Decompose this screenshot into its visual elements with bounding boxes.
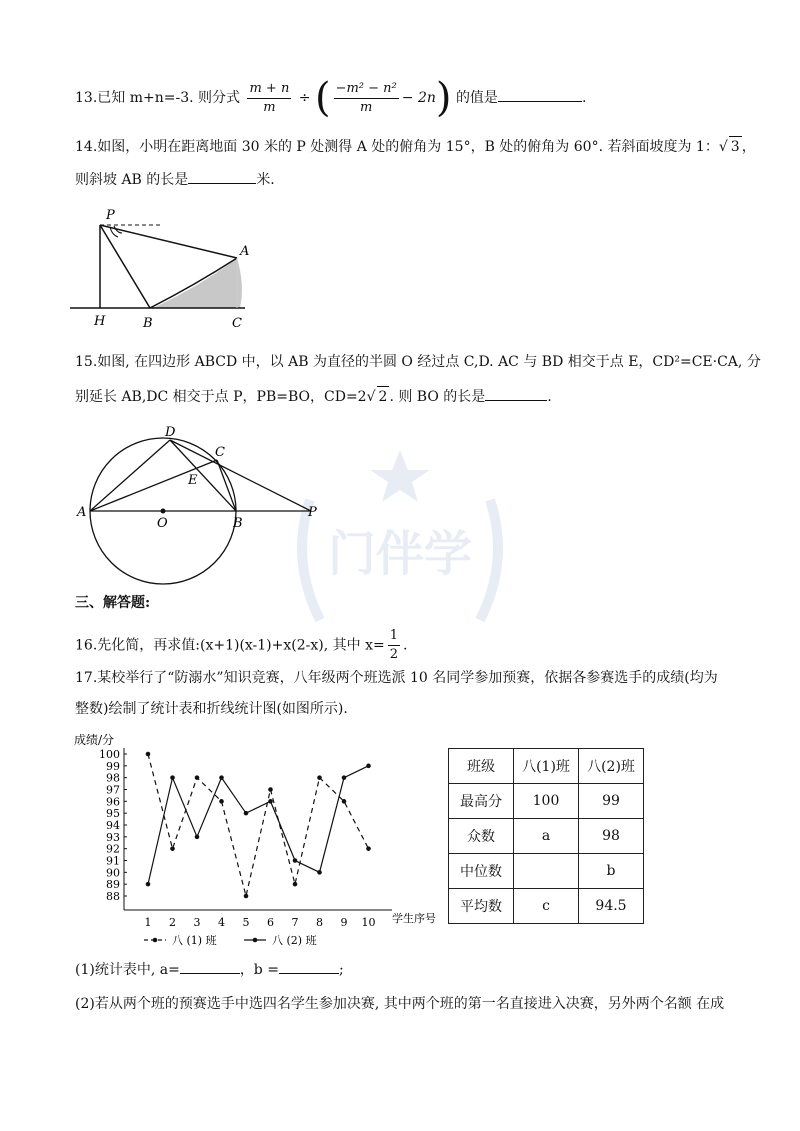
line-BC [217,460,236,511]
data-point [317,870,322,875]
label-C: C [232,316,242,331]
q16-fraction: $\frac{1}{2}$ [389,628,398,662]
answer-blank-14[interactable] [188,183,256,184]
answer-blank-a[interactable] [180,973,240,974]
data-point [219,775,224,780]
y-tick-label: 92 [106,842,120,856]
section-heading: 三、解答题: [75,595,151,611]
y-tick-label: 99 [106,759,120,773]
chart-xlabel: 学生序号 [392,912,436,925]
q13-fraction-2: $\frac{\text{−m² − n²}}{m}$ [335,80,397,115]
answer-blank-b[interactable] [279,973,339,974]
data-point [366,764,371,769]
x-tick-label: 2 [169,916,176,929]
label-A: A [240,244,250,259]
q13-suffix: 的值是 [455,90,498,106]
table-cell: b [579,854,644,889]
x-tick-label: 3 [193,916,201,929]
table-cell: c [514,889,579,924]
label-A: A [77,505,87,520]
y-tick-label: 96 [106,795,120,809]
question-17-line-1: 17.某校举行了“防溺水”知识竞赛，八年级两个班选派 10 名同学参加预赛，依据各参赛选手的成绩(均为 [75,670,718,686]
y-tick-label: 89 [106,878,120,892]
y-tick-label: 93 [106,830,120,844]
x-tick-label: 6 [267,916,274,929]
legend-label-1: 八 (1) 班 [172,934,217,947]
y-tick-label: 97 [106,783,120,797]
header-cell: 八(2)班 [579,749,644,784]
table-cell: a [514,819,579,854]
question-17-part-2: (2)若从两个班的预赛选手中选四名学生参加决赛, 其中两个班的第一名直接进入决赛，另外两个名额 在成 [75,996,725,1012]
label-B: B [143,316,153,331]
x-tick-label: 1 [144,916,152,929]
y-tick-label: 91 [106,854,120,868]
line-AC [90,460,217,511]
data-point [268,799,273,804]
question-14-line-1: 14.如图，小明在距离地面 30 米的 P 处测得 A 处的俯角为 15°，B 处的俯角为 60°. 若斜面坡度为 1：√ 3 ， [75,136,756,157]
table-cell [514,854,579,889]
question-17-line-2: 整数)绘制了统计表和折线统计图(如图所示). [75,701,348,717]
chart-ylabel: 成绩/分 [74,733,115,747]
label-D: D [165,425,176,440]
answer-blank-13[interactable] [498,101,582,102]
data-point [293,882,298,887]
table-cell: 中位数 [449,854,514,889]
label-O: O [157,516,168,531]
question-17-part-1: (1)统计表中, a= ，b = ; [75,962,344,978]
data-point [293,858,298,863]
divide-sign: ÷ [298,90,311,106]
label-P: P [308,505,317,520]
watermark-text: 门伴学 [327,526,473,582]
label-E: E [188,473,198,488]
data-point [366,846,371,851]
data-point [170,846,175,851]
legend-marker [153,938,158,943]
table-row [449,889,644,924]
table-cell: 最高分 [449,784,514,819]
data-point [244,811,249,816]
x-tick-label: 7 [291,916,299,929]
stats-table [448,748,644,924]
x-tick-label: 8 [316,916,323,929]
table-header-row [449,749,644,784]
table-cell: 99 [579,784,644,819]
data-point [170,775,175,780]
table-row [449,819,644,854]
series-line-1 [148,754,369,896]
label-P: P [106,208,115,223]
x-tick-label: 5 [242,916,250,929]
question-16: 16.先化简，再求值:(x+1)(x-1)+x(2-x), 其中 x= $\frac{1}{2}$ . [75,628,408,662]
y-tick-label: 98 [106,771,120,785]
question-15-line-2: 别延长 AB,DC 相交于点 P，PB=BO，CD=2√ 2 . 则 BO 的长是 . [75,386,552,407]
legend-marker [253,938,258,943]
data-point [342,799,347,804]
header-cell: 八(1)班 [514,749,579,784]
x-tick-label: 10 [361,916,376,929]
x-tick-label: 9 [340,916,348,929]
data-point [244,894,249,899]
data-point [317,775,322,780]
question-13: 13.已知 m+n=-3. 则分式 $\frac{m + n}{m}$ ÷ ( $\frac{\text{−m² − n²}}{m}$ − 2n) 的值是 . [75,75,587,121]
y-tick-label: 88 [106,890,120,903]
y-tick-label: 95 [106,807,120,821]
q15-figure [75,422,335,592]
data-point [146,752,151,757]
table-cell: 平均数 [449,889,514,924]
score-line-chart [74,730,444,950]
data-point [342,775,347,780]
line-PB [100,225,150,308]
legend-label-2: 八 (2) 班 [272,934,317,947]
table-cell: 众数 [449,819,514,854]
y-tick-label: 90 [106,866,120,880]
data-point [146,882,151,887]
q13-minus-term: − 2n [401,90,436,106]
data-point [195,775,200,780]
q13-prefix: 13.已知 m+n=-3. 则分式 [75,90,241,106]
table-row [449,854,644,889]
label-H: H [94,314,106,329]
center-point-O [161,509,166,514]
label-C: C [215,445,225,460]
data-point [195,835,200,840]
x-tick-label: 4 [218,916,225,929]
table-cell: 98 [579,819,644,854]
line-AD [90,440,170,511]
answer-blank-15[interactable] [485,400,547,401]
header-cell: 班级 [449,749,514,784]
data-point [219,799,224,804]
table-cell: 100 [514,784,579,819]
y-tick-label: 100 [99,748,120,761]
series-line-2 [148,766,369,884]
q14-figure [70,205,260,335]
data-point [268,787,273,792]
y-tick-label: 94 [106,819,120,832]
question-15-line-1: 15.如图, 在四边形 ABCD 中，以 AB 为直径的半圆 O 经过点 C,D. AC 与 BD 相交于点 E，CD²=CE·CA, 分 [75,354,761,370]
table-cell: 94.5 [579,889,644,924]
line-PA [100,225,237,258]
q13-fraction-1: $\frac{m + n}{m}$ [249,80,290,115]
table-row [449,784,644,819]
label-B: B [233,516,243,531]
question-14-line-2: 则斜坡 AB 的长是 米. [75,172,275,188]
